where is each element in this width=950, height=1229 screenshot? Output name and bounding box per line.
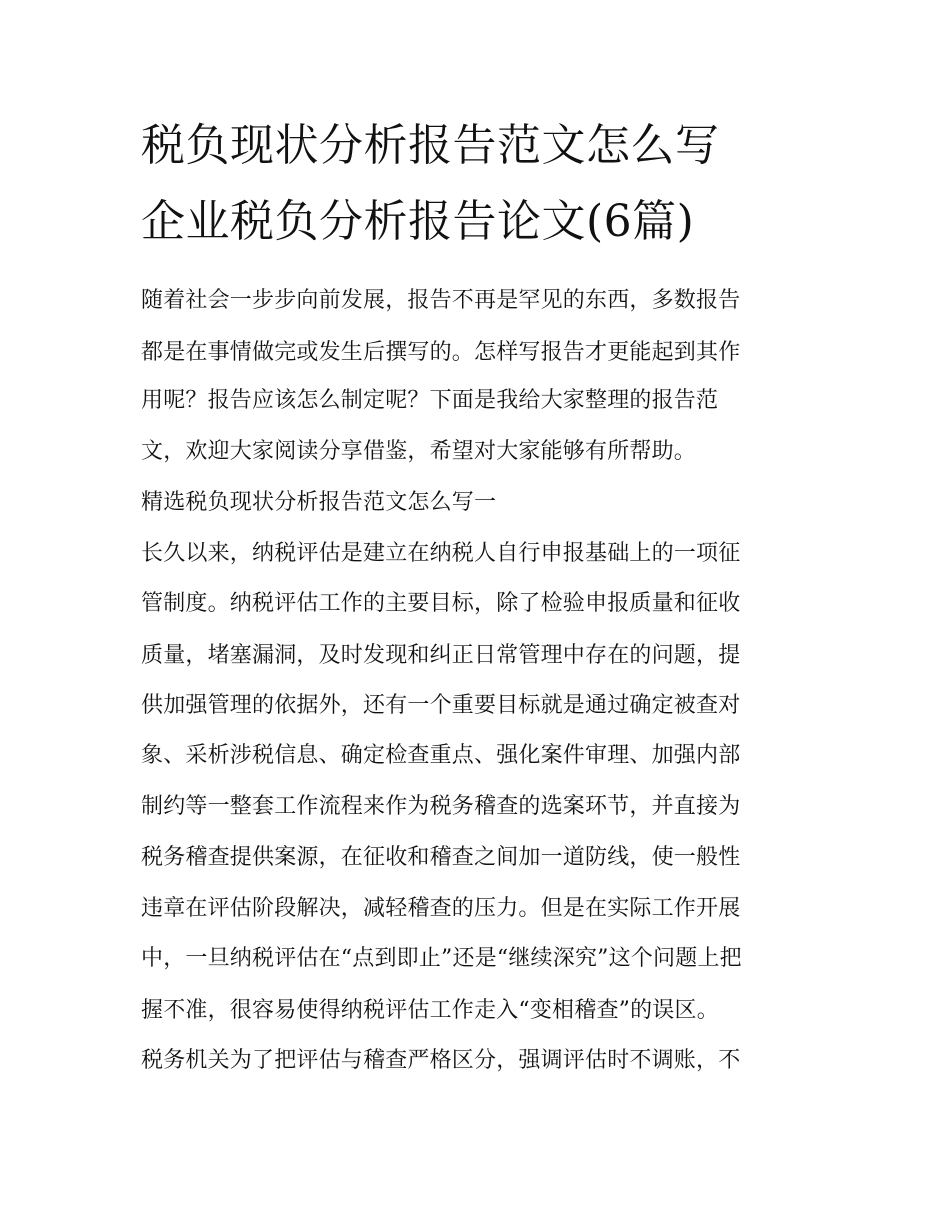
body-paragraph-line-5: 象、采析涉税信息、确定检查重点、强化案件审理、加强内部 <box>141 743 741 768</box>
document-title-line-2: 企业税负分析报告论文(6篇) <box>141 196 695 247</box>
document-title-line-1: 税负现状分析报告范文怎么写 <box>141 120 720 171</box>
body-paragraph-line-7: 税务稽查提供案源，在征收和稽查之间加一道防线，使一般性 <box>141 845 741 870</box>
section-heading: 精选税负现状分析报告范文怎么写一 <box>141 490 497 515</box>
intro-paragraph-line-3: 用呢？报告应该怎么制定呢？下面是我给大家整理的报告范 <box>141 388 719 413</box>
body-paragraph-line-8: 违章在评估阶段解决，减轻稽查的压力。但是在实际工作开展 <box>141 896 741 921</box>
intro-paragraph-line-2: 都是在事情做完或发生后撰写的。怎样写报告才更能起到其作 <box>141 340 741 365</box>
body-paragraph-line-1: 长久以来，纳税评估是建立在纳税人自行申报基础上的一项征 <box>141 541 741 566</box>
body-paragraph-line-10: 握不准，很容易使得纳税评估工作走入“变相稽查”的误区。 <box>141 998 719 1023</box>
intro-paragraph-line-4: 文，欢迎大家阅读分享借鉴，希望对大家能够有所帮助。 <box>141 439 697 464</box>
intro-paragraph-line-1: 随着社会一步步向前发展，报告不再是罕见的东西，多数报告 <box>141 288 741 313</box>
body-paragraph-line-9: 中，一旦纳税评估在“点到即止”还是“继续深究”这个问题上把 <box>141 946 742 971</box>
body-paragraph-line-2: 管制度。纳税评估工作的主要目标，除了检验申报质量和征收 <box>141 591 741 616</box>
body-paragraph-line-4: 供加强管理的依据外，还有一个重要目标就是通过确定被查对 <box>141 693 741 718</box>
body-paragraph-line-6: 制约等一整套工作流程来作为税务稽查的选案环节，并直接为 <box>141 794 741 819</box>
body-paragraph-line-3: 质量，堵塞漏洞，及时发现和纠正日常管理中存在的问题，提 <box>141 643 741 668</box>
body-paragraph-line-11: 税务机关为了把评估与稽查严格区分，强调评估时不调账，不 <box>141 1048 741 1073</box>
